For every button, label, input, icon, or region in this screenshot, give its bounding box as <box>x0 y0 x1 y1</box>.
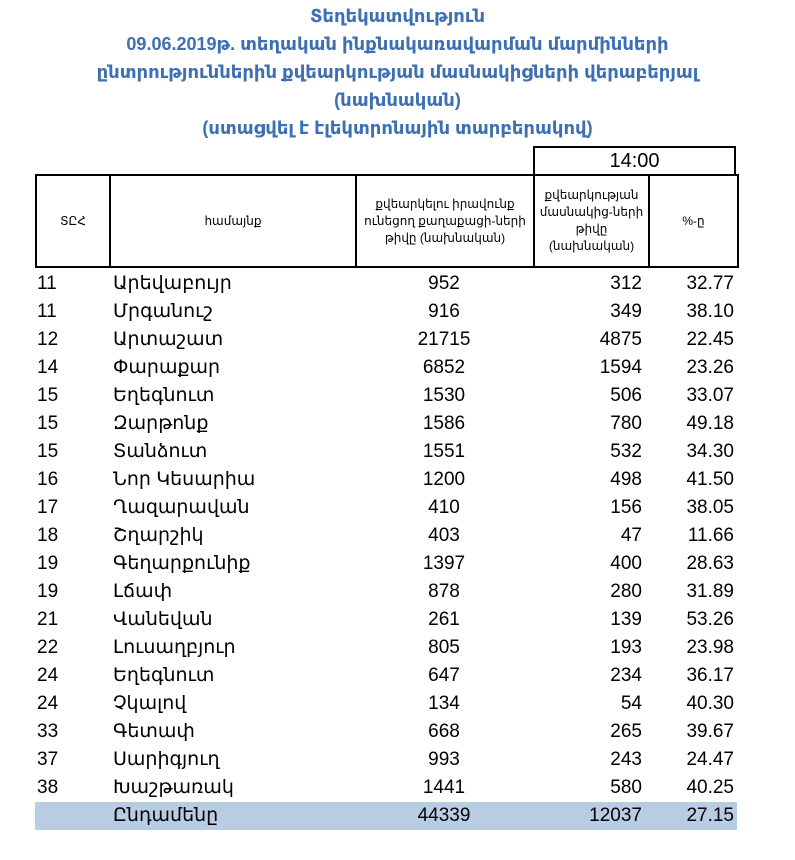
row-community-name: Շղարշիկ <box>113 525 204 546</box>
table-row <box>35 494 737 522</box>
row-participants: 312 <box>610 273 642 294</box>
table-row <box>35 718 737 746</box>
row-percent: 38.05 <box>686 497 734 518</box>
row-participants: 580 <box>610 777 642 798</box>
row-percent: 39.67 <box>686 721 734 742</box>
row-voters: 1551 <box>422 441 466 462</box>
table-row <box>35 690 737 718</box>
table-row <box>35 606 737 634</box>
total-row <box>35 802 737 830</box>
row-voters: 668 <box>428 721 460 742</box>
row-voters: 647 <box>428 665 460 686</box>
row-percent: 11.66 <box>687 525 734 546</box>
row-community-name: Լուսաղբյուր <box>113 637 236 658</box>
row-code: 15 <box>37 413 59 434</box>
row-voters: 952 <box>428 273 460 294</box>
row-percent: 38.10 <box>686 301 734 322</box>
row-voters: 1586 <box>422 413 466 434</box>
row-voters: 134 <box>428 693 460 714</box>
row-code: 15 <box>37 385 59 406</box>
row-community-name: Ղազարավան <box>113 497 250 518</box>
row-percent: 28.63 <box>686 553 734 574</box>
row-voters: 21715 <box>417 329 471 350</box>
row-voters: 1397 <box>422 553 466 574</box>
row-participants: 243 <box>610 749 642 770</box>
row-code: 16 <box>37 469 59 490</box>
row-percent: 23.98 <box>686 637 734 658</box>
row-code: 38 <box>37 777 59 798</box>
row-participants: 532 <box>610 441 642 462</box>
column-header-community: համայնք <box>110 175 356 267</box>
table-row <box>35 466 737 494</box>
row-percent: 33.07 <box>686 385 734 406</box>
row-community-name: Արտաշատ <box>113 329 224 350</box>
row-participants: 47 <box>620 525 642 546</box>
row-community-name: Վանեվան <box>113 609 213 630</box>
row-voters: 878 <box>428 581 460 602</box>
column-header-percent: %-ը <box>649 175 738 267</box>
results-table-header <box>35 174 739 268</box>
row-participants: 780 <box>610 413 642 434</box>
row-community-name: Զարթոնք <box>113 413 209 434</box>
row-percent: 36.17 <box>686 665 734 686</box>
row-percent: 32.77 <box>686 273 734 294</box>
total-voters: 44339 <box>417 805 471 826</box>
row-percent: 49.18 <box>686 413 734 434</box>
table-row <box>35 298 737 326</box>
row-participants: 400 <box>610 553 642 574</box>
table-row <box>35 662 737 690</box>
total-label: Ընդամենը <box>113 805 219 826</box>
table-row <box>35 746 737 774</box>
row-code: 22 <box>37 637 59 658</box>
row-participants: 1594 <box>599 357 642 378</box>
table-row <box>35 522 737 550</box>
row-voters: 916 <box>428 301 460 322</box>
row-community-name: Եղեգնուտ <box>113 665 215 686</box>
row-voters: 6852 <box>422 357 466 378</box>
table-row <box>35 270 737 298</box>
table-row <box>35 578 737 606</box>
row-participants: 498 <box>610 469 642 490</box>
row-community-name: Լճափ <box>113 581 173 602</box>
row-code: 19 <box>37 581 59 602</box>
row-percent: 22.45 <box>686 329 734 350</box>
row-percent: 41.50 <box>686 469 734 490</box>
row-code: 18 <box>37 525 59 546</box>
row-community-name: Մրգանուշ <box>113 301 213 322</box>
row-code: 19 <box>37 553 59 574</box>
row-code: 24 <box>37 665 59 686</box>
row-percent: 40.30 <box>686 693 734 714</box>
document-subtitle-line-2: ընտրություններին քվեարկության մասնակիցների վերաբերյալ <box>96 62 699 82</box>
row-community-name: Փարաքար <box>113 357 221 378</box>
row-voters: 403 <box>428 525 460 546</box>
table-row <box>35 634 737 662</box>
total-percent: 27.15 <box>686 805 734 826</box>
row-code: 15 <box>37 441 59 462</box>
row-voters: 1530 <box>422 385 466 406</box>
row-participants: 156 <box>610 497 642 518</box>
row-voters: 805 <box>428 637 460 658</box>
row-participants: 234 <box>610 665 642 686</box>
row-code: 14 <box>37 357 59 378</box>
row-voters: 410 <box>428 497 460 518</box>
time-header: 14:00 <box>533 146 736 174</box>
column-header-participants: քվեարկության մասնակից-ների թիվը (նախնական) <box>534 175 649 267</box>
table-row <box>35 550 737 578</box>
table-row <box>35 774 737 802</box>
row-participants: 139 <box>610 609 642 630</box>
row-percent: 53.26 <box>686 609 734 630</box>
results-table-body <box>35 270 737 802</box>
row-community-name: Գետափ <box>113 721 195 742</box>
total-participants: 12037 <box>589 805 642 826</box>
row-voters: 261 <box>428 609 460 630</box>
row-participants: 506 <box>610 385 642 406</box>
row-code: 33 <box>37 721 59 742</box>
row-participants: 349 <box>610 301 642 322</box>
row-voters: 1441 <box>422 777 466 798</box>
row-participants: 54 <box>620 693 642 714</box>
row-code: 21 <box>37 609 59 630</box>
document-subtitle-line-1: 09.06.2019թ. տեղական ինքնակառավարման մարմինների <box>126 34 669 54</box>
row-code: 37 <box>37 749 59 770</box>
electronic-source-note: (ստացվել է էլեկտրոնային տարբերակով) <box>202 118 593 138</box>
row-participants: 4875 <box>599 329 642 350</box>
table-row <box>35 410 737 438</box>
row-community-name: Խաշթառակ <box>113 777 234 798</box>
row-participants: 280 <box>610 581 642 602</box>
row-community-name: Սարիգյուղ <box>113 749 220 770</box>
preliminary-note: (նախնական) <box>334 90 461 110</box>
column-header-code: ՏԸՀ <box>36 175 110 267</box>
row-community-name: Տանձուտ <box>113 441 208 462</box>
column-header-voters: քվեարկելու իրավունք ունեցող քաղաքացի-ների թիվը (նախնական) <box>356 175 534 267</box>
row-percent: 31.89 <box>686 581 734 602</box>
row-community-name: Չկալով <box>113 693 187 714</box>
table-row <box>35 438 737 466</box>
table-row <box>35 326 737 354</box>
row-percent: 24.47 <box>686 749 734 770</box>
row-percent: 40.25 <box>686 777 734 798</box>
row-community-name: Արեվաբույր <box>113 273 232 294</box>
row-participants: 265 <box>610 721 642 742</box>
row-community-name: Եղեգնուտ <box>113 385 215 406</box>
row-participants: 193 <box>610 637 642 658</box>
row-code: 17 <box>37 497 59 518</box>
row-community-name: Նոր Կեսարիա <box>113 469 256 490</box>
row-code: 12 <box>37 329 59 350</box>
row-code: 11 <box>37 273 57 294</box>
row-voters: 993 <box>428 749 460 770</box>
row-percent: 34.30 <box>686 441 734 462</box>
document-title: Տեղեկատվություն <box>309 6 486 26</box>
row-percent: 23.26 <box>686 357 734 378</box>
row-code: 11 <box>37 301 57 322</box>
row-voters: 1200 <box>422 469 466 490</box>
row-code: 24 <box>37 693 59 714</box>
table-row <box>35 354 737 382</box>
row-community-name: Գեղարքունիք <box>113 553 251 574</box>
table-row <box>35 382 737 410</box>
